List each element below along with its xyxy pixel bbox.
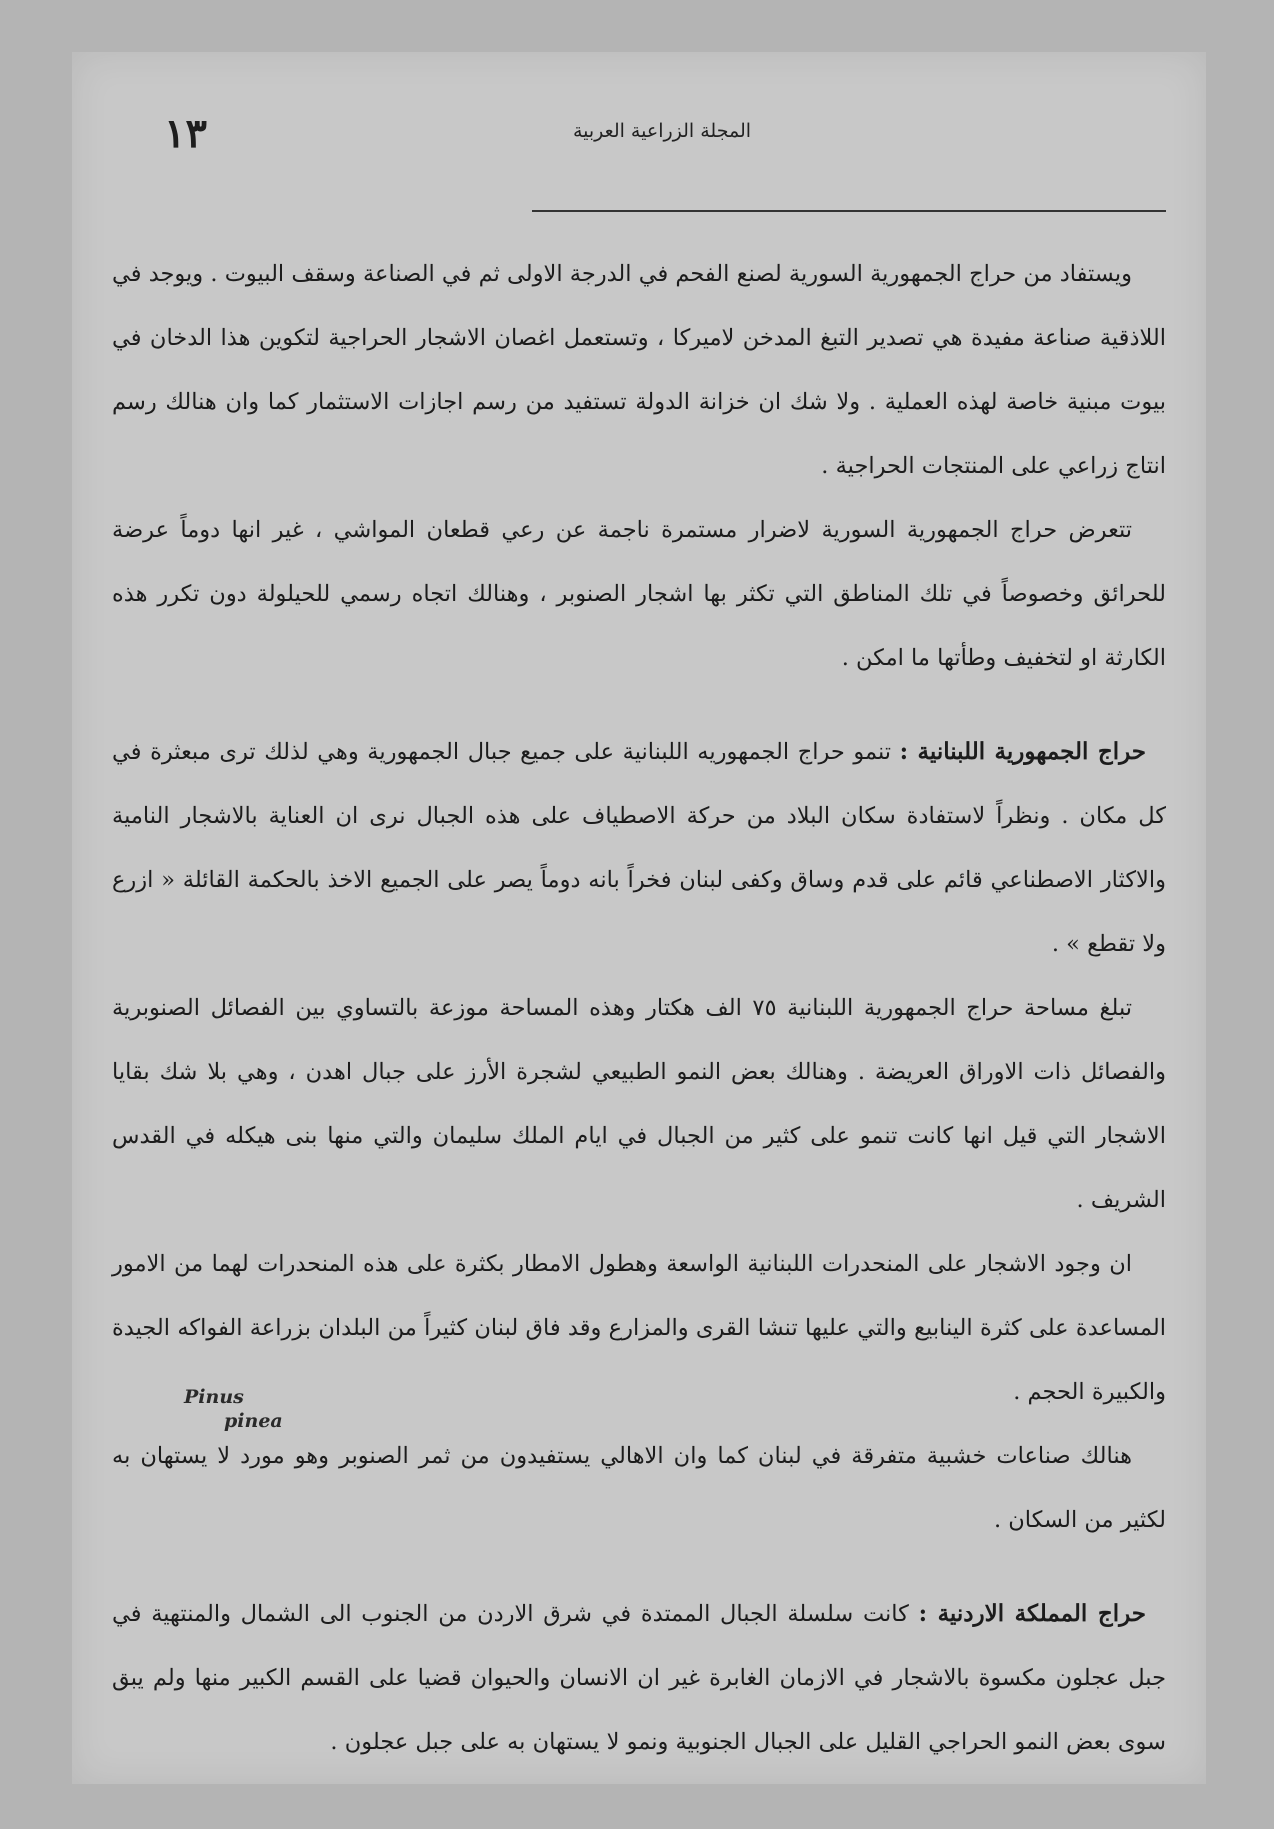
section-heading-lebanon: حراج الجمهورية اللبنانية : (899, 738, 1146, 765)
running-head: المجلة الزراعية العربية (572, 120, 752, 142)
document-page (72, 52, 1206, 1784)
margin-note-species: pinea (224, 1410, 283, 1432)
section-heading-jordan: حراج المملكة الاردنية : (918, 1600, 1146, 1627)
body-text (112, 242, 1166, 1774)
header-rule (532, 210, 1166, 212)
page-header (112, 110, 1166, 168)
page-number: ١٣ (164, 110, 207, 157)
paragraph-jordan-forests (112, 1582, 1166, 1774)
margin-note-genus: Pinus (184, 1386, 244, 1408)
paragraph-syria-damage: تتعرض حراج الجمهورية السورية لاضرار مستمرة ناجمة عن رعي قطعان المواشي ، غير انها دوماً عرضة للحرائق وخصوصاً في تلك المناطق التي تكثر بها اشجار الصنوبر ، وهنالك اتجاه رسمي للحيلولة دون تكرر هذه الكارثة او لتخفيف وطأتها ما امكن . (112, 517, 1166, 671)
section-text-lebanon: تنمو حراج الجمهوريه اللبنانية على جميع جبال الجمهورية وهي لذلك ترى مبعثرة في كل مكان . ونظراً لاستفادة سكان البلاد من حركة الاصطياف على هذه الجبال نرى ان العناية بالاشجار النامية والاكثار الاصطناعي قائم على قدم وساق وكفى لبنان فخراً بانه دوماً يصر على الجميع الاخذ بالحكمة القائلة « ازرع ولا تقطع » . (112, 739, 1166, 957)
paragraph-lebanon-slopes: ان وجود الاشجار على المنحدرات اللبنانية الواسعة وهطول الامطار بكثرة على هذه المنحدرات لهما من الامور المساعدة على كثرة الينابيع والتي عليها تنشا القرى والمزارع وقد فاق لبنان كثيراً من البلدان بزراعة الفواكه الجيدة والكبيرة الحجم . (112, 1251, 1166, 1405)
paragraph-lebanon-industries: هنالك صناعات خشبية متفرقة في لبنان كما وان الاهالي يستفيدون من ثمر الصنوبر وهو مورد لا يستهان به لكثير من السكان . (112, 1443, 1166, 1533)
section-text-jordan: كانت سلسلة الجبال الممتدة في شرق الاردن من الجنوب الى الشمال والمنتهية في جبل عجلون مكسوة بالاشجار في الازمان الغابرة غير ان الانسان والحيوان قضيا على القسم الكبير منها ولم يبق سوى بعض النمو الحراجي القليل على الجبال الجنوبية ونمو لا يستهان به على جبل عجلون . (112, 1601, 1166, 1755)
paragraph-lebanon-forests (112, 720, 1166, 976)
paragraph-lebanon-area: تبلغ مساحة حراج الجمهورية اللبنانية ٧٥ الف هكتار وهذه المساحة موزعة بالتساوي بين الفصائل الصنوبرية والفصائل ذات الاوراق العريضة . وهنالك بعض النمو الطبيعي لشجرة الأرز على جبال اهدن ، وهي بلا شك بقايا الاشجار التي قيل انها كانت تنمو على كثير من الجبال في ايام الملك سليمان والتي منها بنى هيكله في القدس الشريف . (112, 995, 1166, 1213)
margin-note-latin-name (184, 1385, 283, 1433)
paragraph-syria-uses: ويستفاد من حراج الجمهورية السورية لصنع الفحم في الدرجة الاولى ثم في الصناعة وسقف البيوت . ويوجد في اللاذقية صناعة مفيدة هي تصدير التبغ المدخن لاميركا ، وتستعمل اغصان الاشجار الحراجية لتكوين هذا الدخان في بيوت مبنية خاصة لهذه العملية . ولا شك ان خزانة الدولة تستفيد من رسم اجازات الاستثمار كما وان هنالك رسم انتاج زراعي على المنتجات الحراجية . (112, 261, 1166, 479)
